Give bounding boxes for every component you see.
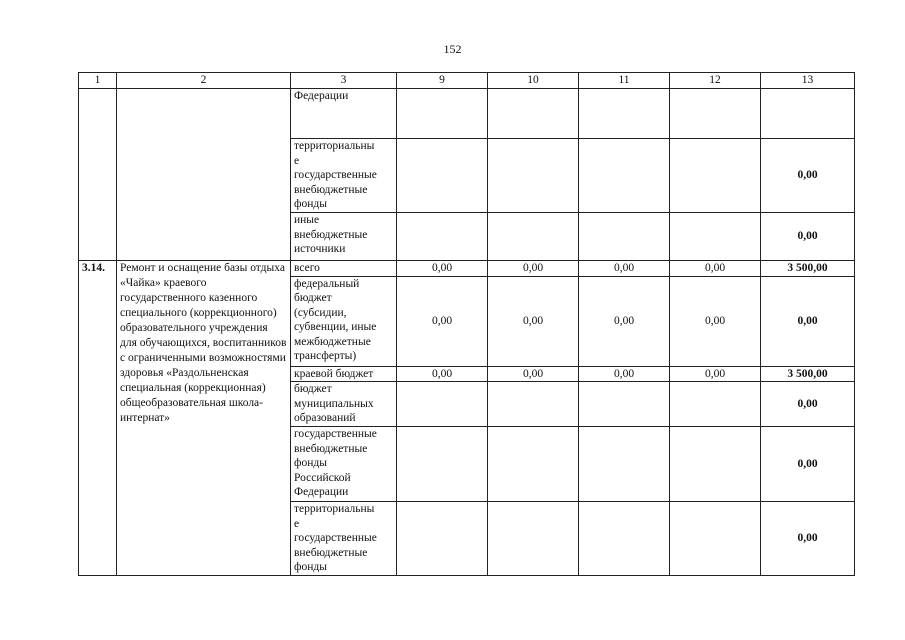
value-cell [488, 213, 579, 261]
column-header: 13 [761, 73, 855, 89]
value-cell [579, 89, 670, 139]
column-header: 1 [79, 73, 117, 89]
value-cell: 0,00 [397, 366, 488, 382]
column-header: 3 [291, 73, 397, 89]
value-cell [670, 427, 761, 502]
table-row [79, 89, 855, 139]
value-cell: 0,00 [579, 276, 670, 366]
source-line: федеральный [294, 277, 360, 290]
source-line: всего [294, 262, 320, 274]
source-line: внебюджетные [294, 228, 368, 241]
source-line: образований [294, 412, 356, 424]
source-line: субвенции, иные [294, 321, 377, 333]
value-cell [670, 502, 761, 576]
value-cell [579, 382, 670, 427]
source-cell [291, 89, 397, 139]
source-line: бюджет [294, 292, 332, 304]
value-cell [397, 502, 488, 576]
value-cell [670, 89, 761, 139]
source-line: Федерации [294, 90, 349, 102]
source-line: внебюджетные [294, 546, 368, 559]
value-cell: 0,00 [670, 366, 761, 382]
column-header: 9 [397, 73, 488, 89]
value-cell: 0,00 [488, 366, 579, 382]
value-cell [397, 427, 488, 502]
column-header: 10 [488, 73, 579, 89]
value-cell [488, 382, 579, 427]
source-line: е [294, 517, 300, 530]
source-line: фонды [294, 198, 327, 210]
value-cell [579, 427, 670, 502]
source-cell [291, 139, 397, 213]
column-header: 2 [117, 73, 291, 89]
value-cell: 0,00 [579, 366, 670, 382]
value-cell [488, 502, 579, 576]
value-cell [579, 213, 670, 261]
value-cell: 0,00 [397, 261, 488, 277]
value-cell [579, 502, 670, 576]
total-cell: 0,00 [761, 382, 855, 427]
value-cell: 0,00 [488, 261, 579, 277]
table-body [79, 89, 855, 576]
source-line: краевой бюджет [294, 367, 374, 380]
source-line: Российской [294, 471, 351, 484]
source-cell [291, 427, 397, 502]
source-line: источники [294, 243, 346, 255]
total-cell: 3 500,00 [761, 366, 855, 382]
source-line: межбюджетные [294, 335, 371, 348]
total-cell: 0,00 [761, 502, 855, 576]
source-line: фонды [294, 457, 327, 469]
value-cell: 0,00 [670, 276, 761, 366]
value-cell [670, 382, 761, 427]
header-row [79, 73, 855, 89]
total-cell: 0,00 [761, 213, 855, 261]
total-cell: 0,00 [761, 276, 855, 366]
source-cell [291, 366, 397, 382]
page-number: 152 [443, 42, 462, 56]
source-line: государственные [294, 169, 377, 181]
value-cell [579, 139, 670, 213]
item-code: 3.14. [79, 261, 117, 576]
column-header: 11 [579, 73, 670, 89]
empty-description-cell [117, 89, 291, 261]
value-cell [670, 139, 761, 213]
value-cell [488, 427, 579, 502]
source-cell [291, 502, 397, 576]
source-line: государственные [294, 428, 377, 440]
value-cell [488, 89, 579, 139]
total-cell: 0,00 [761, 139, 855, 213]
source-cell [291, 261, 397, 277]
source-line: Федерации [294, 486, 349, 498]
value-cell: 0,00 [488, 276, 579, 366]
value-cell [397, 382, 488, 427]
source-line: е [294, 154, 300, 167]
table-row [79, 261, 855, 277]
source-cell [291, 276, 397, 366]
value-cell [397, 89, 488, 139]
value-cell: 0,00 [579, 261, 670, 277]
total-cell [761, 89, 855, 139]
total-cell: 0,00 [761, 427, 855, 502]
source-line: фонды [294, 561, 327, 573]
value-cell [397, 139, 488, 213]
source-line: территориальны [294, 503, 375, 515]
value-cell: 0,00 [397, 276, 488, 366]
value-cell [670, 213, 761, 261]
column-header: 12 [670, 73, 761, 89]
source-line: государственные [294, 532, 377, 544]
value-cell [488, 139, 579, 213]
source-line: внебюджетные [294, 183, 368, 196]
source-line: бюджет [294, 383, 332, 395]
source-line: (субсидии, [294, 306, 347, 319]
value-cell [397, 213, 488, 261]
source-line: территориальны [294, 140, 375, 152]
source-line: трансферты) [294, 350, 357, 362]
item-description: Ремонт и оснащение базы отдыха «Чайка» краевого государственного казенного специального (коррекционного) образовательного учреждения для обучающихся, воспитанников с ограниченными возможностями здоровья «Раздольненская специальная (коррекционная) общеобразовательная школа-интернат» [117, 261, 291, 576]
source-line: внебюджетные [294, 442, 368, 455]
source-cell [291, 382, 397, 427]
empty-code-cell [79, 89, 117, 261]
source-cell [291, 213, 397, 261]
source-line: муниципальных [294, 397, 374, 410]
value-cell: 0,00 [670, 261, 761, 277]
source-line: иные [294, 214, 320, 226]
total-cell: 3 500,00 [761, 261, 855, 277]
budget-table [78, 72, 855, 576]
